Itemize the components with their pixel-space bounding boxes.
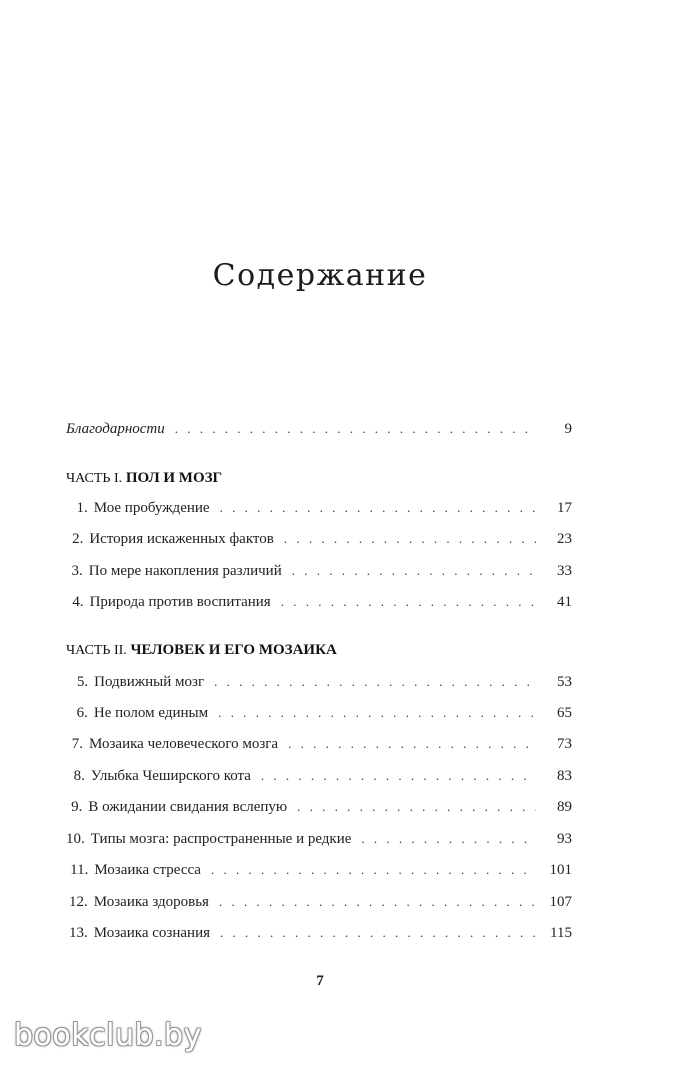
toc-entry-page: 65 [557, 705, 572, 721]
toc-entry[interactable] [66, 531, 572, 555]
toc-entry-title: Природа против воспитания [89, 594, 271, 610]
toc-entry-title: Типы мозга: распространенные и редкие [90, 831, 352, 847]
chapter-number: 1. [76, 500, 88, 516]
dot-leader [175, 421, 536, 437]
chapter-number: 10. [66, 831, 85, 847]
toc-entry-title: Благодарности [66, 421, 165, 437]
toc-entry[interactable] [66, 705, 572, 729]
chapter-number: 7. [71, 736, 84, 752]
toc-entry-acknowledgements[interactable] [66, 421, 572, 445]
toc-entry-page: 89 [557, 799, 572, 815]
toc-entry-page: 41 [557, 594, 572, 610]
toc-entry-title: В ожидании свидания вслепую [88, 799, 288, 815]
toc-entry-title: Мое пробуждение [93, 500, 210, 516]
dot-leader [284, 531, 536, 547]
watermark: bookclub.by [14, 1018, 202, 1053]
part-heading-2 [66, 642, 337, 659]
toc-entry-page: 83 [557, 768, 572, 784]
toc-entry-page: 9 [564, 421, 572, 437]
chapter-number: 11. [70, 862, 89, 878]
toc-entry[interactable] [66, 799, 572, 823]
chapter-number: 5. [76, 674, 89, 690]
toc-entry-page: 23 [557, 531, 572, 547]
dot-leader [361, 831, 536, 847]
dot-leader [288, 736, 536, 752]
chapter-number: 13. [68, 925, 88, 941]
toc-entry-page: 17 [557, 500, 572, 516]
toc-entry[interactable] [66, 500, 572, 524]
toc-entry-title: Мозаика здоровья [93, 894, 209, 910]
dot-leader [219, 894, 536, 910]
dot-leader [220, 500, 536, 516]
dot-leader [261, 768, 536, 784]
toc-entry-title: Не полом единым [93, 705, 209, 721]
toc-entry-title: Улыбка Чеширского кота [90, 768, 251, 784]
chapter-number: 9. [71, 799, 83, 815]
toc-entry-title: Подвижный мозг [94, 674, 205, 690]
toc-entry-title: По мере накопления различий [88, 563, 282, 579]
toc-entry-page: 107 [549, 894, 572, 910]
toc-entry[interactable] [66, 925, 572, 949]
chapter-number: 4. [72, 594, 84, 610]
page-title: Содержание [212, 258, 428, 293]
dot-leader [211, 862, 536, 878]
dot-leader [218, 705, 536, 721]
toc-entry[interactable] [66, 674, 572, 698]
toc-entry-page: 93 [557, 831, 572, 847]
toc-entry-title: Мозаика стресса [94, 862, 201, 878]
toc-entry[interactable] [66, 736, 572, 760]
toc-entry[interactable] [66, 894, 572, 918]
part-heading-1 [66, 470, 222, 487]
dot-leader [292, 563, 536, 579]
toc-entry[interactable] [66, 768, 572, 792]
part-name: ПОЛ И МОЗГ [125, 470, 223, 486]
toc-entry-page: 115 [550, 925, 572, 941]
toc-entry-page: 101 [549, 862, 572, 878]
dot-leader [281, 594, 536, 610]
toc-entry[interactable] [66, 831, 572, 855]
toc-entry-page: 33 [557, 563, 572, 579]
chapter-number: 12. [69, 894, 88, 910]
part-label: ЧАСТЬ II. [66, 643, 127, 658]
toc-entry[interactable] [66, 563, 572, 587]
part-label: ЧАСТЬ I. [66, 471, 123, 486]
dot-leader [297, 799, 536, 815]
toc-entry[interactable] [66, 862, 572, 886]
chapter-number: 6. [76, 705, 88, 721]
toc-entry[interactable] [66, 594, 572, 618]
part-name: ЧЕЛОВЕК И ЕГО МОЗАИКА [130, 642, 337, 658]
toc-entry-page: 53 [557, 674, 572, 690]
chapter-number: 2. [72, 531, 84, 547]
page-number: 7 [316, 973, 324, 989]
dot-leader [214, 674, 536, 690]
toc-entry-title: Мозаика сознания [93, 925, 210, 941]
toc-entry-page: 73 [557, 736, 572, 752]
chapter-number: 8. [73, 768, 85, 784]
toc-entry-title: Мозаика человеческого мозга [89, 736, 279, 752]
toc-entry-title: История искаженных фактов [89, 531, 274, 547]
dot-leader [220, 925, 536, 941]
chapter-number: 3. [71, 563, 83, 579]
